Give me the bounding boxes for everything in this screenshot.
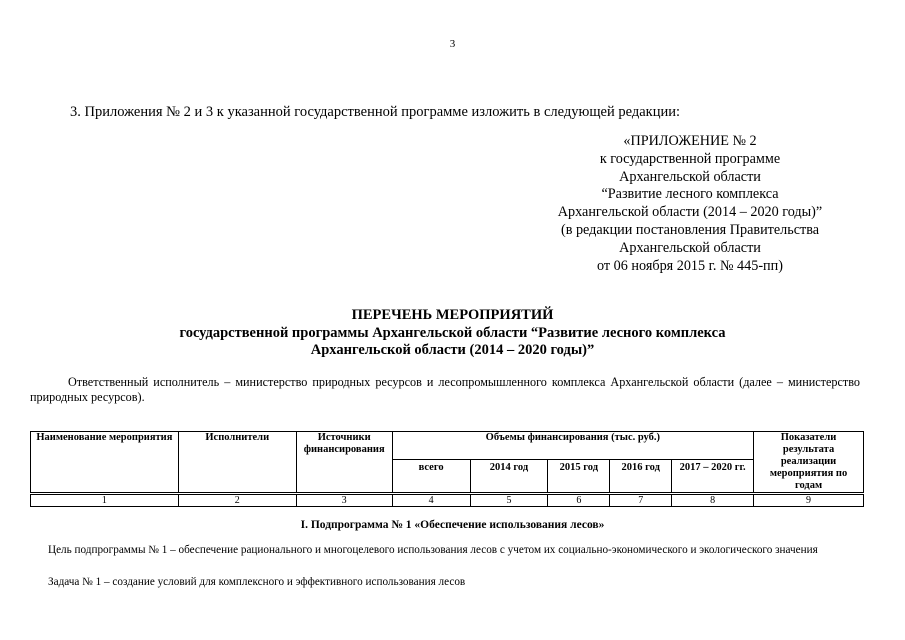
column-number: 7: [610, 495, 672, 507]
header-total: всего: [392, 460, 470, 493]
column-number: 9: [754, 495, 864, 507]
page-number: 3: [449, 38, 456, 50]
annex-line: Архангельской области (2014 – 2020 годы)”: [557, 204, 823, 221]
responsible-executor-paragraph: Ответственный исполнитель – министерство природных ресурсов и лесопромышленного комплекса Архангельской области (далее – министерство природных ресурсов).: [30, 375, 860, 404]
header-2016: 2016 год: [610, 460, 672, 493]
header-2014: 2014 год: [470, 460, 548, 493]
header-executors: Исполнители: [178, 432, 296, 493]
annex-header: [520, 133, 860, 275]
annex-line: (в редакции постановления Правительства: [560, 221, 820, 238]
subprogram-heading: I. Подпрограмма № 1 «Обеспечение использования лесов»: [300, 519, 605, 531]
annex-line: от 06 ноября 2015 г. № 445-пп): [597, 257, 783, 274]
column-number: 4: [392, 495, 470, 507]
header-funding-volumes: Объемы финансирования (тыс. руб.): [392, 432, 753, 460]
annex-line: Архангельской области: [619, 168, 761, 185]
annex-line: «ПРИЛОЖЕНИЕ № 2: [623, 133, 757, 149]
column-number: 8: [672, 495, 754, 507]
annex-line: “Развитие лесного комплекса: [601, 186, 779, 203]
header-measure-name: Наименование мероприятия: [31, 432, 179, 493]
subprogram-task: Задача № 1 – создание условий для комплексного и эффективного использования лесов: [48, 576, 466, 588]
title-line: государственной программы Архангельской области “Развитие лесного комплекса: [179, 324, 726, 341]
header-sources: Источники финансирования: [296, 432, 392, 493]
column-number: 5: [470, 495, 548, 507]
column-numbers-row: [31, 495, 864, 507]
column-number: 3: [296, 495, 392, 507]
header-indicators: Показатели результата реализации мероприятия по годам: [754, 432, 864, 493]
document-title: [0, 307, 905, 360]
annex-line: к государственной программе: [599, 150, 781, 167]
column-number: 6: [548, 495, 610, 507]
column-number: 1: [31, 495, 179, 507]
header-2015: 2015 год: [548, 460, 610, 493]
measures-table: [30, 431, 864, 507]
subprogram-goal: Цель подпрограммы № 1 – обеспечение рационального и многоцелевого использования лесов с учетом их социально-экономического и экологического значения: [48, 544, 818, 556]
annex-line: Архангельской области: [619, 239, 761, 256]
header-2017-2020: 2017 – 2020 гг.: [672, 460, 754, 493]
amendment-item-3: 3. Приложения № 2 и 3 к указанной государственной программе изложить в следующей редакции:: [70, 104, 681, 120]
column-number: 2: [178, 495, 296, 507]
title-line: ПЕРЕЧЕНЬ МЕРОПРИЯТИЙ: [351, 307, 554, 323]
title-line: Архангельской области (2014 – 2020 годы)”: [310, 342, 595, 358]
